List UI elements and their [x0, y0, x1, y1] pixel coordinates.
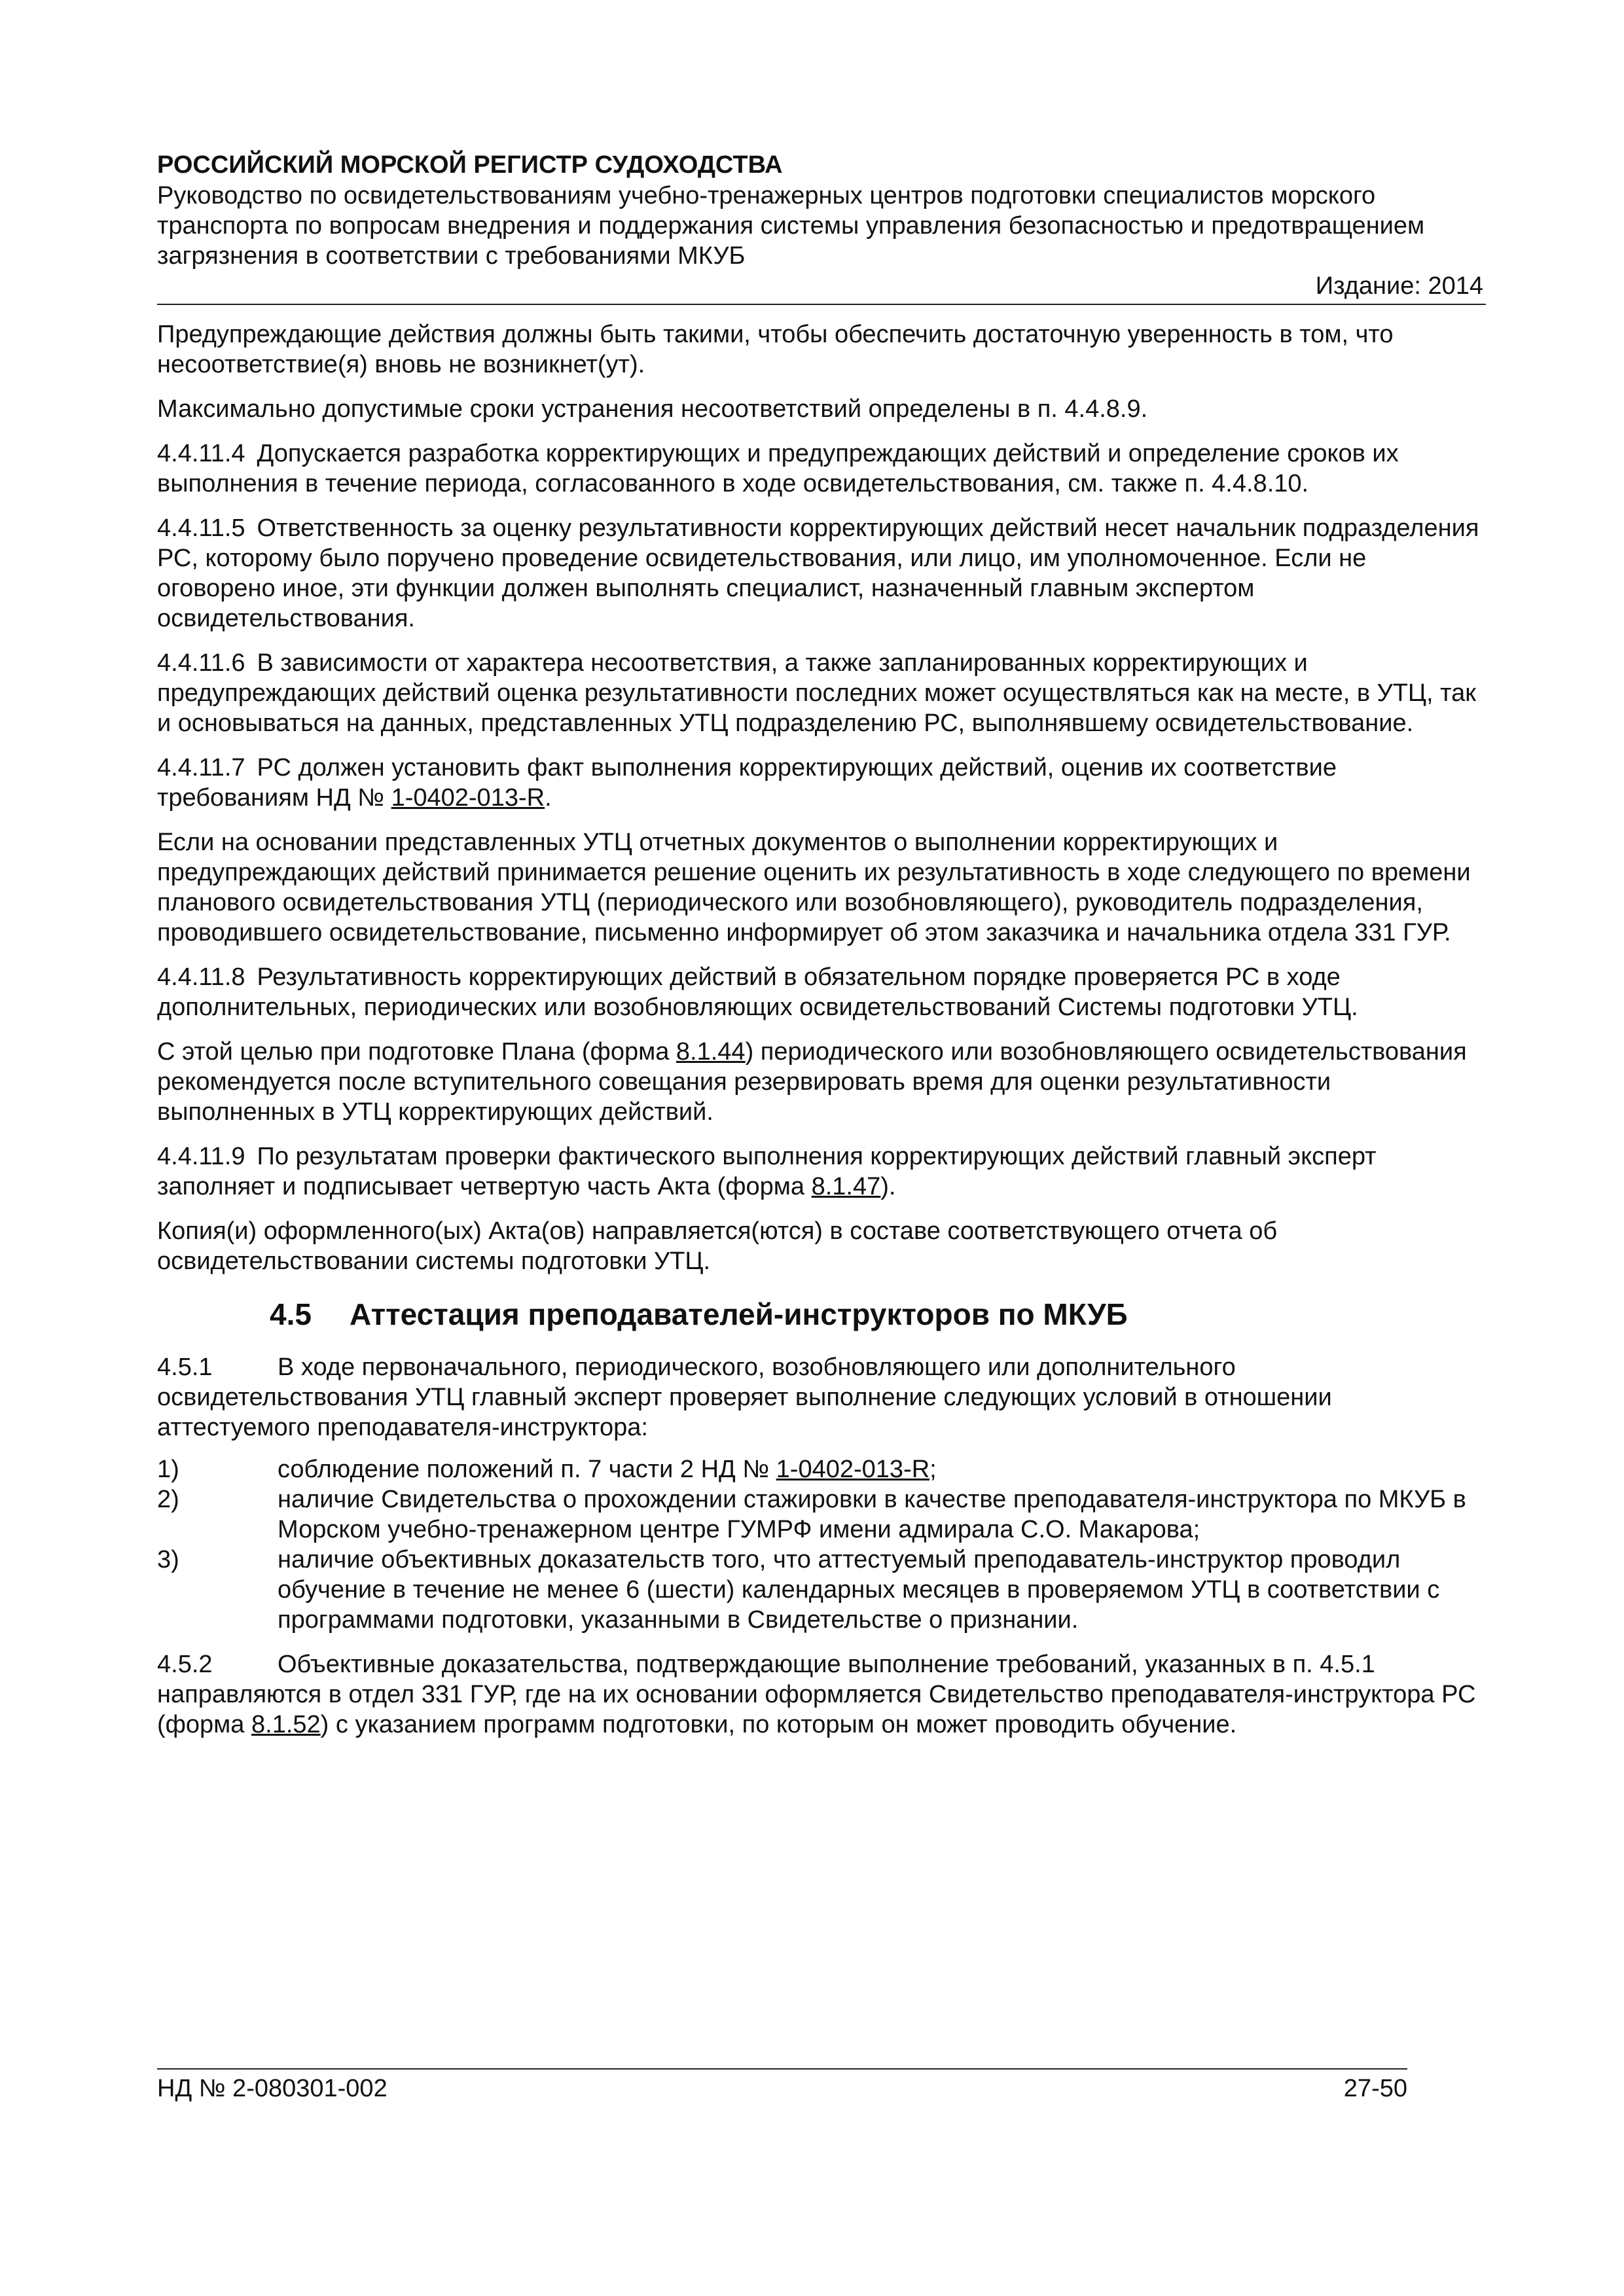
clause-number: 4.4.11.6	[157, 649, 245, 677]
paragraph-plan-form	[157, 1037, 1479, 1127]
edition-label: Издание: 2014	[1315, 272, 1483, 300]
list-item-text-end: ;	[929, 1456, 937, 1483]
clause-text-end: ) с указанием программ подготовки, по которым он может проводить обучение.	[320, 1711, 1237, 1738]
footer-divider	[157, 2068, 1407, 2070]
page-footer	[157, 2068, 1407, 2104]
clause-text: По результатам проверки фактического выполнения корректирующих действий главный эксперт заполняет и подписывает четвертую часть Акта (форма	[157, 1143, 1377, 1200]
clause-4-4-11-9	[157, 1141, 1479, 1202]
page-number: 27-50	[1343, 2075, 1407, 2102]
form-link-8-1-47[interactable]: 8.1.47	[811, 1173, 881, 1200]
organization-title: РОССИЙСКИЙ МОРСКОЙ РЕГИСТР СУДОХОДСТВА	[157, 151, 783, 179]
paragraph: Копия(и) оформленного(ых) Акта(ов) направляется(ются) в составе соответствующего отчета об освидетельствовании системы подготовки УТЦ.	[157, 1217, 1278, 1275]
clause-number: 4.4.11.7	[157, 754, 245, 781]
list-item	[157, 1484, 1479, 1545]
document-link-1-0402-013-r[interactable]: 1-0402-013-R	[391, 784, 545, 812]
clause-text: В ходе первоначального, периодического, возобновляющего или дополнительного освидетельствования УТЦ главный эксперт проверяет выполнение следующих условий в отношении аттестуемого преподавателя-инструктора:	[157, 1354, 1332, 1441]
header-divider	[157, 304, 1486, 305]
clause-text-end: .	[545, 784, 552, 812]
document-page	[157, 0, 1486, 2296]
paragraph-text-end: ) периодического или возобновляющего освидетельствования рекомендуется после вступительного совещания резервировать время для оценки результативности выполненных в УТЦ корректирующих действий.	[157, 1038, 1467, 1126]
clause-number: 4.5.2	[157, 1651, 213, 1678]
section-heading	[270, 1296, 1479, 1333]
clause-text: Результативность корректирующих действий в обязательном порядке проверяется РС в ходе дополнительных, периодических или возобновляющих освидетельствований Системы подготовки УТЦ.	[157, 963, 1358, 1021]
paragraph-text: С этой целью при подготовке Плана (форма	[157, 1038, 676, 1066]
list-marker: 1)	[157, 1456, 179, 1483]
list-item-text: наличие Свидетельства о прохождении стажировки в качестве преподавателя-инструктора по МКУБ в Морском учебно-тренажерном центре ГУМРФ имени адмирала С.О. Макарова;	[278, 1486, 1466, 1543]
clause-4-4-11-7	[157, 753, 1479, 813]
document-body	[157, 319, 1479, 1754]
list-item-text: соблюдение положений п. 7 части 2 НД №	[278, 1456, 776, 1483]
paragraph: Предупреждающие действия должны быть такими, чтобы обеспечить достаточную уверенность в том, что несоответствие(я) вновь не возникнет(ут).	[157, 321, 1394, 378]
clause-text: Ответственность за оценку результативности корректирующих действий несет начальник подразделения РС, которому было поручено проведение освидетельствования, или лицо, им уполномоченное. Если не оговорено иное, эти функции должен выполнять специалист, назначенный главным экспертом освидетельствования.	[157, 514, 1479, 632]
paragraph: Максимально допустимые сроки устранения несоответствий определены в п. 4.4.8.9.	[157, 395, 1148, 423]
list-marker: 3)	[157, 1546, 179, 1573]
document-title: Руководство по освидетельствованиям учебно-тренажерных центров подготовки специалистов морского транспорта по вопросам внедрения и поддержания системы управления безопасностью и предотвращением загрязнения в соответствии с требованиями МКУБ	[157, 182, 1425, 270]
document-number: НД № 2-080301-002	[157, 2075, 388, 2102]
list-marker: 2)	[157, 1486, 179, 1513]
clause-text: В зависимости от характера несоответствия, а также запланированных корректирующих и предупреждающих действий оценка результативности последних может осуществляться как на месте, в УТЦ, так и основываться на данных, представленных УТЦ подразделению РС, выполнявшему освидетельствование.	[157, 649, 1476, 737]
clause-4-4-11-8	[157, 962, 1479, 1022]
form-link-8-1-52[interactable]: 8.1.52	[251, 1711, 321, 1738]
list-item-text: наличие объективных доказательств того, что аттестуемый преподаватель-инструктор проводил обучение в течение не менее 6 (шести) календарных месяцев в проверяемом УТЦ в соответствии с программами подготовки, указанными в Свидетельстве о признании.	[278, 1546, 1440, 1634]
form-link-8-1-44[interactable]: 8.1.44	[676, 1038, 746, 1066]
clause-number: 4.4.11.9	[157, 1143, 245, 1170]
clause-4-4-11-4	[157, 439, 1479, 499]
clause-text-end: ).	[880, 1173, 896, 1200]
clause-number: 4.5.1	[157, 1354, 213, 1381]
footer-row	[157, 2073, 1407, 2104]
section-title: Аттестация преподавателей-инструкторов по МКУБ	[350, 1297, 1128, 1331]
document-link-1-0402-013-r[interactable]: 1-0402-013-R	[776, 1456, 930, 1483]
clause-text: Допускается разработка корректирующих и предупреждающих действий и определение сроков их выполнения в течение периода, согласованного в ходе освидетельствования, см. также п. 4.4.8.10.	[157, 440, 1399, 497]
clause-4-4-11-6	[157, 648, 1479, 738]
paragraph: Если на основании представленных УТЦ отчетных документов о выполнении корректирующих и предупреждающих действий принимается решение оценить их результативность в ходе следующего по времени планового освидетельствования УТЦ (периодического или возобновляющего), руководитель подразделения, проводившего освидетельствование, письменно информирует об этом заказчика и начальника отдела 331 ГУР.	[157, 829, 1471, 946]
clause-4-5-1	[157, 1352, 1479, 1443]
clause-number: 4.4.11.4	[157, 440, 245, 467]
page-header	[157, 149, 1486, 305]
section-number: 4.5	[270, 1297, 312, 1331]
clause-4-4-11-5	[157, 513, 1479, 634]
list-item	[157, 1454, 1479, 1484]
clause-number: 4.4.11.5	[157, 514, 245, 542]
clause-4-5-2	[157, 1649, 1479, 1740]
list-item	[157, 1545, 1479, 1635]
requirements-list	[157, 1454, 1479, 1635]
clause-text: РС должен установить факт выполнения корректирующих действий, оценив их соответствие требованиям НД №	[157, 754, 1337, 812]
clause-text: Объективные доказательства, подтверждающие выполнение требований, указанных в п. 4.5.1 направляются в отдел 331 ГУР, где на их основании оформляется Свидетельство преподавателя-инструктора РС (форма	[157, 1651, 1476, 1738]
clause-number: 4.4.11.8	[157, 963, 245, 991]
